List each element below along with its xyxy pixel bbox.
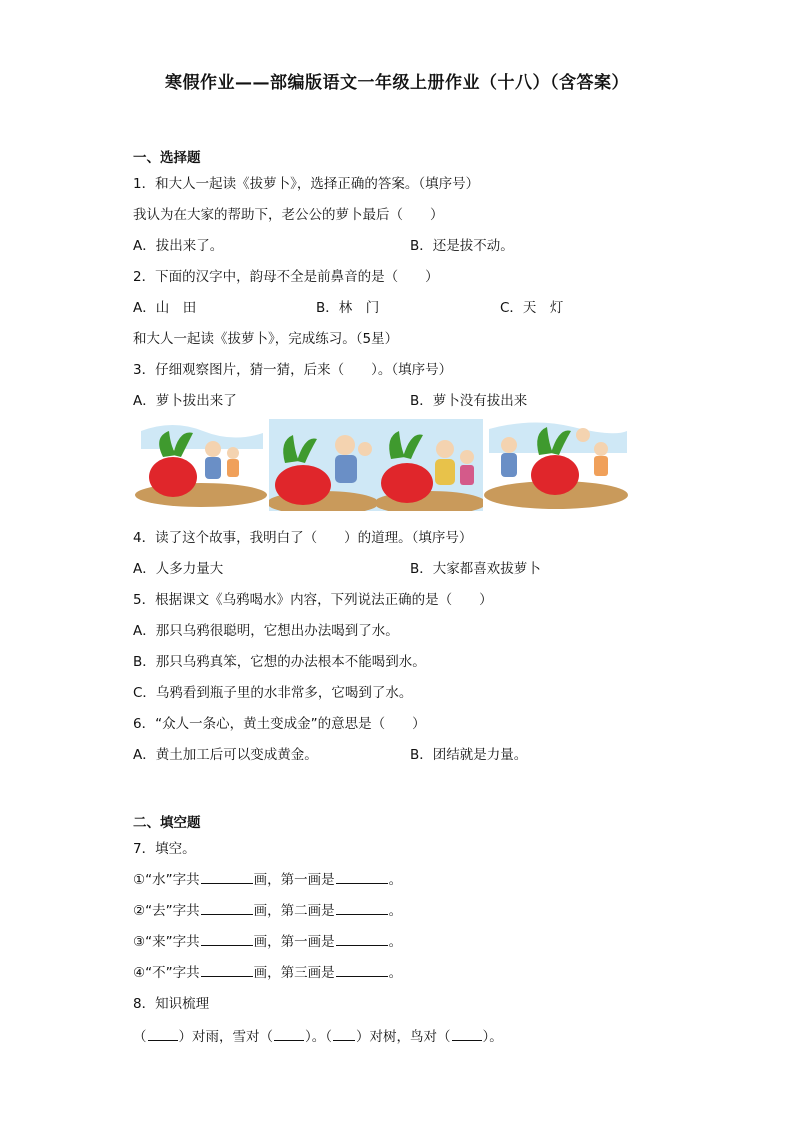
paren-open: （ — [133, 1029, 147, 1045]
answer-blank[interactable] — [336, 870, 388, 884]
answer-blank[interactable] — [336, 932, 388, 946]
section-heading-choice: 一、选择题 — [133, 150, 201, 166]
question-2-stem: 2．下面的汉字中，韵母不全是前鼻音的是（ ） — [133, 269, 439, 285]
item-prefix: ④“不”字共 — [133, 965, 200, 981]
question-7-item — [133, 961, 402, 981]
item-end: 。 — [388, 934, 403, 950]
illustration-3-image — [377, 419, 483, 511]
answer-blank[interactable] — [336, 901, 388, 915]
answer-blank[interactable] — [333, 1027, 355, 1041]
question-1-sub: 我认为在大家的帮助下，老公公的萝卜最后（ ） — [133, 207, 444, 223]
text-segment: ）。 — [482, 1029, 503, 1045]
illustration-1-image — [133, 419, 269, 511]
answer-blank[interactable] — [336, 963, 388, 977]
item-prefix: ①“水”字共 — [133, 872, 200, 888]
illustration-2-image — [269, 419, 377, 511]
question-4-stem: 4．读了这个故事，我明白了（ ）的道理。（填序号） — [133, 530, 473, 546]
question-6-stem: 6．“众人一条心，黄土变成金”的意思是（ ） — [133, 716, 426, 732]
item-prefix: ③“来”字共 — [133, 934, 200, 950]
item-end: 。 — [388, 872, 403, 888]
question-2-option-b: B．林 门 — [316, 300, 380, 316]
question-3-option-b: B．萝卜没有拔出来 — [410, 393, 528, 409]
question-6-option-a: A．黄土加工后可以变成黄金。 — [133, 747, 318, 763]
question-7-stem: 7．填空。 — [133, 841, 196, 857]
question-8-line — [133, 1025, 503, 1045]
text-segment: ）。（ — [305, 1029, 332, 1045]
question-7-item — [133, 899, 402, 919]
question-4-option-b: B．大家都喜欢拔萝卜 — [410, 561, 541, 577]
question-2-option-a: A．山 田 — [133, 300, 197, 316]
question-2-option-c: C．天 灯 — [500, 300, 564, 316]
question-5-stem: 5．根据课文《乌鸦喝水》内容，下列说法正确的是（ ） — [133, 592, 493, 608]
item-middle: 画，第一画是 — [253, 872, 335, 888]
answer-blank[interactable] — [452, 1027, 482, 1041]
question-7-item — [133, 930, 402, 950]
item-end: 。 — [388, 903, 403, 919]
item-end: 。 — [388, 965, 403, 981]
question-5-option-a: A．那只乌鸦很聪明，它想出办法喝到了水。 — [133, 623, 399, 639]
question-4-option-a: A．人多力量大 — [133, 561, 224, 577]
item-prefix: ②“去”字共 — [133, 903, 200, 919]
question-6-option-b: B．团结就是力量。 — [410, 747, 528, 763]
answer-blank[interactable] — [201, 963, 253, 977]
answer-blank[interactable] — [201, 870, 253, 884]
radish-story-illustrations — [133, 419, 629, 511]
item-middle: 画，第一画是 — [253, 934, 335, 950]
item-middle: 画，第三画是 — [253, 965, 335, 981]
text-segment: ）对雨，雪对（ — [178, 1029, 273, 1045]
question-7-item — [133, 868, 402, 888]
question-1-stem: 1．和大人一起读《拔萝卜》，选择正确的答案。（填序号） — [133, 176, 480, 192]
reading-intro: 和大人一起读《拔萝卜》，完成练习。（5星） — [133, 331, 399, 347]
item-middle: 画，第二画是 — [253, 903, 335, 919]
question-3-option-a: A．萝卜拔出来了 — [133, 393, 237, 409]
question-1-option-b: B．还是拔不动。 — [410, 238, 514, 254]
section-heading-fill: 二、填空题 — [133, 815, 201, 831]
answer-blank[interactable] — [201, 901, 253, 915]
question-5-option-c: C．乌鸦看到瓶子里的水非常多，它喝到了水。 — [133, 685, 413, 701]
question-8-stem: 8．知识梳理 — [133, 996, 210, 1012]
question-1-option-a: A．拔出来了。 — [133, 238, 224, 254]
question-5-option-b: B．那只乌鸦真笨，它想的办法根本不能喝到水。 — [133, 654, 426, 670]
answer-blank[interactable] — [274, 1027, 304, 1041]
text-segment: ）对树，鸟对（ — [356, 1029, 451, 1045]
illustration-4-image — [483, 419, 629, 511]
page-title: 寒假作业——部编版语文一年级上册作业（十八）（含答案） — [165, 73, 629, 93]
answer-blank[interactable] — [201, 932, 253, 946]
question-3-stem: 3．仔细观察图片，猜一猜，后来（ ）。（填序号） — [133, 362, 453, 378]
answer-blank[interactable] — [148, 1027, 178, 1041]
